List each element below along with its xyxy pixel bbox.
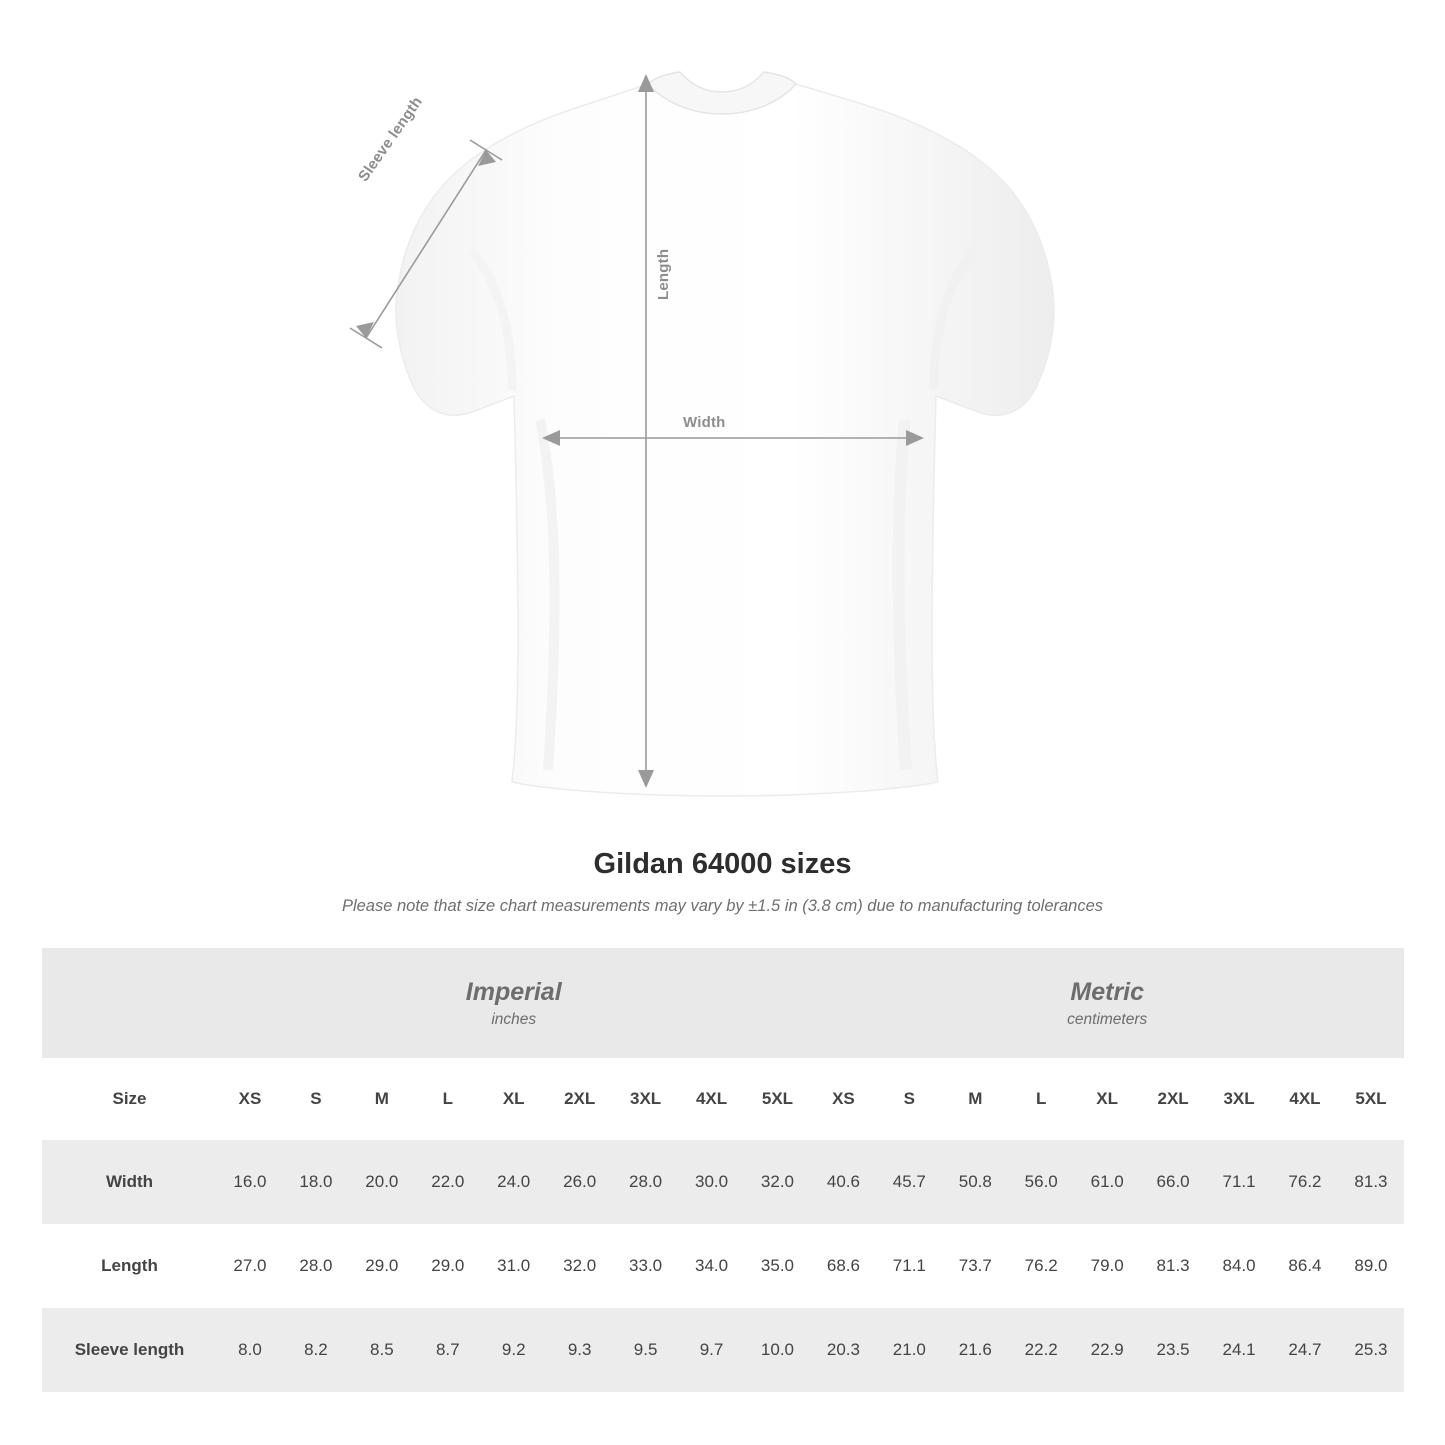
table-cell: 8.7 — [415, 1308, 481, 1392]
table-row — [42, 1224, 1404, 1308]
table-cell: 29.0 — [415, 1224, 481, 1308]
table-cell: 68.6 — [810, 1224, 876, 1308]
size-header-cell: M — [349, 1058, 415, 1140]
table-cell: 10.0 — [745, 1308, 811, 1392]
table-cell: 50.8 — [942, 1140, 1008, 1224]
row-label: Length — [42, 1224, 217, 1308]
unit-metric-name: Metric — [1070, 977, 1145, 1006]
size-header-cell: 3XL — [613, 1058, 679, 1140]
table-cell: 20.0 — [349, 1140, 415, 1224]
size-header-cell: 2XL — [1140, 1058, 1206, 1140]
size-header-cell: 2XL — [547, 1058, 613, 1140]
size-row-label: Size — [42, 1058, 217, 1140]
size-header-cell: L — [415, 1058, 481, 1140]
table-cell: 22.2 — [1008, 1308, 1074, 1392]
table-cell: 24.0 — [481, 1140, 547, 1224]
table-cell: 66.0 — [1140, 1140, 1206, 1224]
units-header-row — [42, 948, 1404, 1058]
size-header-cell: XL — [1074, 1058, 1140, 1140]
row-label: Sleeve length — [42, 1308, 217, 1392]
table-row — [42, 1308, 1404, 1392]
size-header-cell: 4XL — [679, 1058, 745, 1140]
size-header-row — [42, 1058, 1404, 1140]
table-row — [42, 1140, 1404, 1224]
table-cell: 71.1 — [876, 1224, 942, 1308]
table-cell: 34.0 — [679, 1224, 745, 1308]
table-cell: 33.0 — [613, 1224, 679, 1308]
length-label: Length — [655, 248, 672, 300]
table-cell: 61.0 — [1074, 1140, 1140, 1224]
table-cell: 30.0 — [679, 1140, 745, 1224]
table-cell: 32.0 — [745, 1140, 811, 1224]
size-header-cell: 3XL — [1206, 1058, 1272, 1140]
table-cell: 45.7 — [876, 1140, 942, 1224]
size-header-cell: XS — [810, 1058, 876, 1140]
table-cell: 76.2 — [1008, 1224, 1074, 1308]
table-cell: 81.3 — [1338, 1140, 1404, 1224]
table-cell: 22.0 — [415, 1140, 481, 1224]
table-cell: 16.0 — [217, 1140, 283, 1224]
table-cell: 29.0 — [349, 1224, 415, 1308]
table-cell: 8.2 — [283, 1308, 349, 1392]
size-header-cell: XL — [481, 1058, 547, 1140]
table-cell: 9.3 — [547, 1308, 613, 1392]
size-table-wrapper — [42, 948, 1404, 1392]
table-cell: 84.0 — [1206, 1224, 1272, 1308]
size-header-cell: S — [283, 1058, 349, 1140]
table-cell: 25.3 — [1338, 1308, 1404, 1392]
table-cell: 31.0 — [481, 1224, 547, 1308]
unit-metric-cell — [810, 948, 1404, 1058]
table-cell: 24.7 — [1272, 1308, 1338, 1392]
unit-metric-sub: centimeters — [1067, 1011, 1148, 1029]
table-cell: 81.3 — [1140, 1224, 1206, 1308]
table-cell: 8.5 — [349, 1308, 415, 1392]
table-cell: 86.4 — [1272, 1224, 1338, 1308]
table-cell: 76.2 — [1272, 1140, 1338, 1224]
size-table — [42, 948, 1404, 1392]
size-header-cell: M — [942, 1058, 1008, 1140]
table-cell: 20.3 — [810, 1308, 876, 1392]
title-block — [0, 848, 1445, 916]
table-cell: 79.0 — [1074, 1224, 1140, 1308]
table-cell: 21.6 — [942, 1308, 1008, 1392]
shirt-body — [396, 84, 1054, 796]
table-cell: 21.0 — [876, 1308, 942, 1392]
table-cell: 8.0 — [217, 1308, 283, 1392]
table-cell: 28.0 — [283, 1224, 349, 1308]
table-cell: 71.1 — [1206, 1140, 1272, 1224]
table-cell: 9.7 — [679, 1308, 745, 1392]
sleeve-length-label: Sleeve length — [355, 93, 426, 185]
table-cell: 32.0 — [547, 1224, 613, 1308]
table-cell: 22.9 — [1074, 1308, 1140, 1392]
table-cell: 18.0 — [283, 1140, 349, 1224]
size-header-cell: L — [1008, 1058, 1074, 1140]
table-cell: 9.2 — [481, 1308, 547, 1392]
table-cell: 9.5 — [613, 1308, 679, 1392]
table-cell: 26.0 — [547, 1140, 613, 1224]
table-cell: 27.0 — [217, 1224, 283, 1308]
table-cell: 23.5 — [1140, 1308, 1206, 1392]
table-cell: 35.0 — [745, 1224, 811, 1308]
table-cell: 89.0 — [1338, 1224, 1404, 1308]
size-header-cell: 4XL — [1272, 1058, 1338, 1140]
size-header-cell: XS — [217, 1058, 283, 1140]
row-label: Width — [42, 1140, 217, 1224]
page-title: Gildan 64000 sizes — [593, 848, 852, 880]
size-header-cell: 5XL — [745, 1058, 811, 1140]
table-cell: 73.7 — [942, 1224, 1008, 1308]
table-cell: 24.1 — [1206, 1308, 1272, 1392]
width-label: Width — [683, 414, 726, 431]
size-header-cell: S — [876, 1058, 942, 1140]
table-cell: 40.6 — [810, 1140, 876, 1224]
unit-imperial-name: Imperial — [465, 977, 562, 1006]
table-cell: 28.0 — [613, 1140, 679, 1224]
unit-imperial-cell — [217, 948, 810, 1058]
size-header-cell: 5XL — [1338, 1058, 1404, 1140]
tolerance-note: Please note that size chart measurements may vary by ±1.5 in (3.8 cm) due to manufacturing tolerances — [341, 897, 1104, 915]
units-header-spacer — [42, 948, 217, 1058]
table-cell: 56.0 — [1008, 1140, 1074, 1224]
unit-imperial-sub: inches — [491, 1011, 537, 1029]
